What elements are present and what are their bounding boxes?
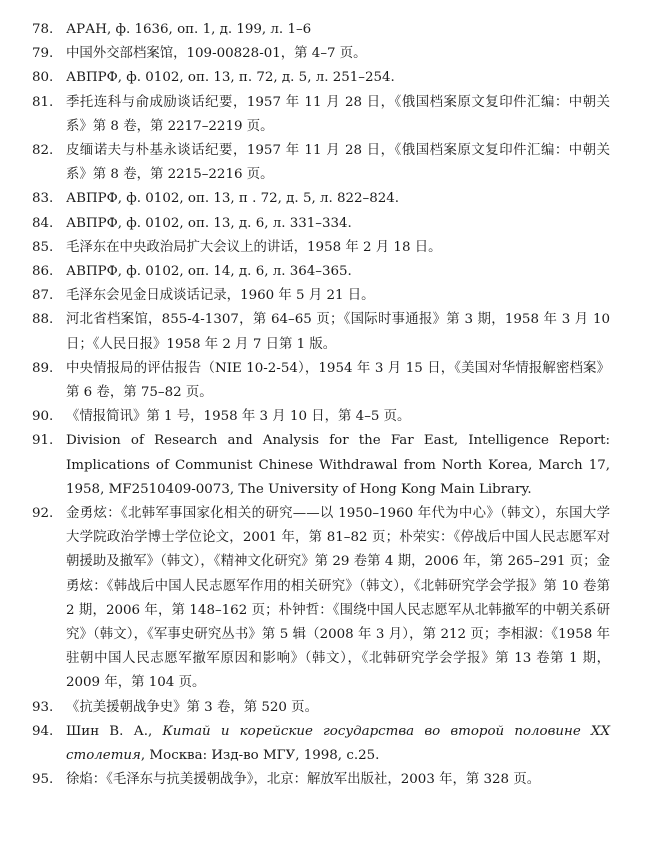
footnote-number: 90.	[32, 409, 54, 425]
footnote-text	[66, 768, 610, 792]
footnote-text-segment: АВПРФ, ф. 0102, оп. 13, д. 6, л. 331–334.	[66, 215, 352, 231]
footnote-text-segment: 季托连科与俞成励谈话纪要，1957 年 11 月 28 日，《俄国档案原文复印件汇编：中朝关系》第 8 卷，第 2217–2219 页。	[66, 94, 610, 134]
footnote-number: 80.	[32, 70, 54, 86]
footnote-text-segment: 《情报简讯》第 1 号，1958 年 3 月 10 日，第 4–5 页。	[66, 409, 411, 425]
footnote-text-segment: 中央情报局的评估报告（NIE 10-2-54），1954 年 3 月 15 日，《美国对华情报解密档案》第 6 卷，第 75–82 页。	[66, 360, 610, 401]
footnote-text-segment: 皮缅诺夫与朴基永谈话纪要，1957 年 11 月 28 日，《俄国档案原文复印件汇编：中朝关系》第 8 卷，第 2215–2216 页。	[66, 143, 610, 183]
footnote-number: 95.	[32, 772, 54, 788]
footnote-number: 84.	[32, 215, 54, 231]
footnote-text-segment: Шин В. А.,	[66, 723, 163, 739]
footnote-text	[66, 284, 610, 308]
footnote-item	[32, 260, 610, 284]
footnote-text	[66, 18, 610, 42]
footnote-item	[32, 696, 610, 720]
footnote-text-segment: Division of Research and Analysis for the Far East, Intelligence Report: Implications of Communist Chinese Withdrawal from North Korea, March 17, 1958, MF2510409-0073, The University of Hong Kong Main Library.	[66, 433, 610, 497]
footnote-number: 83.	[32, 191, 54, 207]
footnote-number: 89.	[32, 360, 54, 376]
footnote-item	[32, 405, 610, 429]
footnote-item	[32, 284, 610, 308]
footnote-text-segment: 金勇炫：《北韩军事国家化相关的研究——以 1950–1960 年代为中心》（韩文），东国大学大学院政治学博士学位论文，2001 年，第 81–82 页；朴荣实：《停战后中国人民志愿军对朝援助及撤军》（韩文），《精神文化研究》第 29 卷第 4 期，2006 年，第 265–291 页；金勇炫：《韩战后中国人民志愿军作用的相关研究》（韩文），《北韩研究学会学报》第 10 卷第 2 期，2006 年，第 148–162 页；朴钟哲：《围绕中国人民志愿军从北韩撤军的中朝关系研究》（韩文），《军事史研究丛书》第 5 辑（2008 年 3 月），第 212 页；李相淑：《1958 年驻朝中国人民志愿军撤军原因和影响》（韩文），《北韩研究学会学报》第 13 卷第 1 期，2009 年，第 104 页。	[66, 506, 610, 691]
footnote-text	[66, 187, 610, 211]
footnote-text-segment: 《抗美援朝战争史》第 3 卷，第 520 页。	[66, 699, 318, 715]
footnote-item	[32, 187, 610, 211]
footnote-item	[32, 236, 610, 260]
footnote-text-segment: 河北省档案馆，855-4-1307，第 64–65 页；《国际时事通报》第 3 期，1958 年 3 月 10 日；《人民日报》1958 年 2 月 7 日第 1 版。	[66, 312, 610, 352]
footnote-text	[66, 91, 610, 139]
footnote-text-segment: АВПРФ, ф. 0102, оп. 14, д. 6, л. 364–365.	[66, 264, 352, 280]
footnote-item	[32, 357, 610, 405]
footnote-item	[32, 768, 610, 792]
footnote-italic-title: Китай и корейские государства во второй половине XX столетия	[66, 723, 610, 764]
footnote-text	[66, 696, 610, 720]
footnote-item	[32, 429, 610, 502]
footnote-number: 91.	[32, 433, 54, 449]
footnote-number: 85.	[32, 239, 54, 255]
footnote-text-segment: , Москва: Изд-во МГУ, 1998, с.25.	[140, 748, 380, 764]
footnote-list	[32, 18, 610, 793]
footnote-text-segment: 徐焰：《毛泽东与抗美援朝战争》，北京：解放军出版社，2003 年，第 328 页。	[66, 772, 541, 788]
footnote-number: 88.	[32, 312, 54, 328]
footnote-text	[66, 236, 610, 260]
footnote-item	[32, 308, 610, 356]
footnote-text-segment: АРАН, ф. 1636, оп. 1, д. 199, л. 1–6	[66, 22, 312, 37]
footnote-number: 93.	[32, 699, 54, 715]
footnote-text	[66, 429, 610, 502]
footnote-item	[32, 18, 610, 42]
footnote-item	[32, 42, 610, 66]
footnote-number: 94.	[32, 723, 54, 739]
footnote-item	[32, 212, 610, 236]
footnote-text-segment: АВПРФ, ф. 0102, оп. 13, п. 72, д. 5, л. 251–254.	[66, 70, 395, 86]
footnote-text	[66, 260, 610, 284]
footnote-number: 87.	[32, 288, 54, 304]
footnote-number: 92.	[32, 506, 54, 522]
footnote-text-segment: 中国外交部档案馆，109-00828-01，第 4–7 页。	[66, 46, 367, 62]
footnote-number: 86.	[32, 264, 54, 280]
footnote-text	[66, 357, 610, 405]
footnote-text	[66, 212, 610, 236]
footnote-item	[32, 720, 610, 768]
footnote-text	[66, 308, 610, 356]
footnote-text-segment: АВПРФ, ф. 0102, оп. 13, п . 72, д. 5, л. 822–824.	[66, 191, 400, 207]
footnote-text	[66, 66, 610, 90]
footnote-number: 79.	[32, 46, 54, 62]
footnote-text	[66, 720, 610, 768]
footnote-text	[66, 405, 610, 429]
footnote-text-segment: 毛泽东会见金日成谈话记录，1960 年 5 月 21 日。	[66, 288, 375, 304]
footnote-text	[66, 42, 610, 66]
footnote-text-segment: 毛泽东在中央政治局扩大会议上的讲话，1958 年 2 月 18 日。	[66, 239, 442, 255]
footnote-item	[32, 66, 610, 90]
footnote-number: 81.	[32, 94, 54, 110]
footnote-item	[32, 91, 610, 139]
footnote-item	[32, 502, 610, 696]
footnote-number: 82.	[32, 143, 54, 159]
footnote-item	[32, 139, 610, 187]
footnote-number: 78.	[32, 22, 54, 37]
footnote-text	[66, 139, 610, 187]
footnote-text	[66, 502, 610, 696]
